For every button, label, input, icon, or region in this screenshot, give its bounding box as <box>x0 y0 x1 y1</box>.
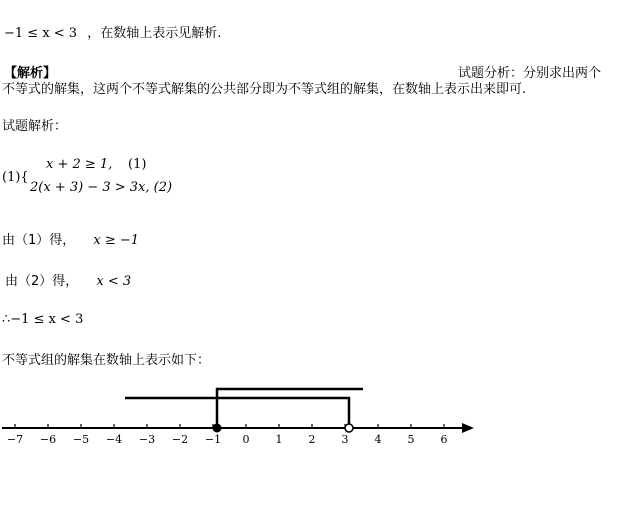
axis-arrow <box>462 423 474 433</box>
step-1-math: x ≥ −1 <box>93 233 140 248</box>
answer-text: ，在数轴上表示见解析. <box>87 26 222 41</box>
conclusion: ∴−1 ≤ x < 3 <box>2 312 84 327</box>
number-line <box>0 380 630 450</box>
system-label: (1){ <box>2 170 29 185</box>
tick-label: −7 <box>6 433 24 446</box>
equation-1-tag: (1) <box>128 157 147 172</box>
tick-label: −6 <box>39 433 57 446</box>
analysis-line: 不等式的解集，这两个不等式解集的公共部分即为不等式组的解集，在数轴上表示出来即可. <box>2 82 527 97</box>
step-1-text: 由（1）得， <box>2 233 76 248</box>
equation-2: 2(x + 3) − 3 > 3x, (2) <box>30 180 173 195</box>
solid-point-neg1 <box>213 424 222 433</box>
equation-1: x + 2 ≥ 1, <box>46 157 113 172</box>
solution-heading: 试题解析： <box>2 119 68 134</box>
open-point-3 <box>345 424 353 432</box>
step-2 <box>5 270 131 289</box>
answer-math: −1 ≤ x < 3 <box>4 26 78 41</box>
answer-line <box>4 22 221 41</box>
bracket-x-ge-neg1 <box>217 389 363 428</box>
analysis-tag: 【解析】 <box>4 66 57 81</box>
number-line-caption: 不等式组的解集在数轴上表示如下： <box>2 353 211 368</box>
step-2-math: x < 3 <box>96 274 132 289</box>
analysis-right-label: 试题分析：分别求出两个 <box>458 66 602 81</box>
tick-label: 6 <box>440 433 448 446</box>
tick-label: 2 <box>308 433 316 446</box>
tick-label: 4 <box>374 433 382 446</box>
tick-label: −3 <box>138 433 156 446</box>
tick-label: 5 <box>407 433 415 446</box>
tick-label: −1 <box>204 433 222 446</box>
step-1 <box>2 229 139 248</box>
tick-label: 1 <box>275 433 283 446</box>
bracket-x-lt-3 <box>125 398 349 428</box>
tick-label: −2 <box>171 433 189 446</box>
tick-label: −5 <box>72 433 90 446</box>
tick-label: 3 <box>341 433 349 446</box>
step-2-text: 由（2）得， <box>5 274 79 289</box>
tick-label: 0 <box>242 433 250 446</box>
tick-label: −4 <box>105 433 123 446</box>
